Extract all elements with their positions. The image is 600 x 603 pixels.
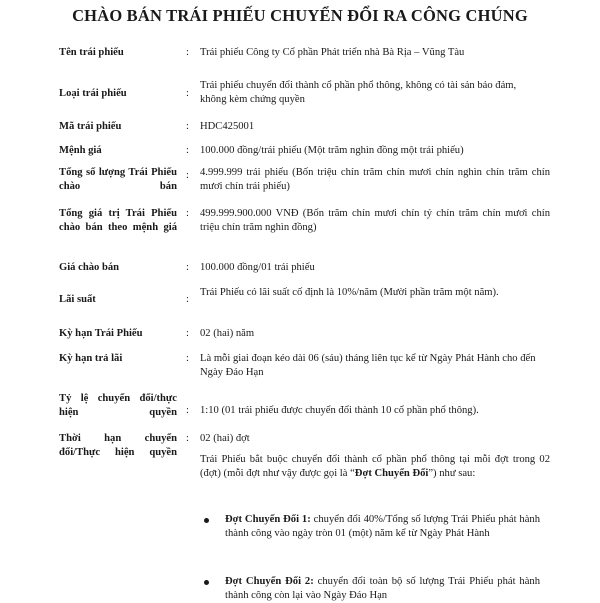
colon: : bbox=[186, 145, 189, 156]
value-interest-rate: Trái Phiếu có lãi suất cố định là 10%/năm (Mười phần trăm một năm). bbox=[200, 287, 499, 298]
value-total-quantity: 4.999.999 trái phiếu (Bốn triệu chín trăm chín mươi chín nghìn chín trăm chín mươi chín trái phiếu) bbox=[200, 167, 550, 192]
colon: : bbox=[186, 405, 189, 416]
colon: : bbox=[186, 208, 189, 219]
label-interest-period: Kỳ hạn trả lãi bbox=[59, 353, 123, 364]
value-par-value: 100.000 đồng/trái phiếu (Một trăm nghìn đồng một trái phiếu) bbox=[200, 145, 464, 156]
value-bond-code: HDC425001 bbox=[200, 121, 255, 132]
value-interest-period: Là mỗi giai đoạn kéo dài 06 (sáu) tháng liên tục kể từ Ngày Phát Hành cho đến Ngày Đáo Hạn bbox=[200, 353, 536, 378]
colon: : bbox=[186, 328, 189, 339]
colon: : bbox=[186, 262, 189, 273]
label-offer-price: Giá chào bán bbox=[59, 262, 120, 273]
conversion-item-term: Đợt Chuyển Đổi 2: bbox=[225, 576, 314, 587]
conversion-intro-text: Trái Phiếu bắt buộc chuyển đổi thành cổ phần phổ thông tại mỗi đợt trong 02 (đợt) (mỗi đợt như vậy được gọi là “ bbox=[200, 454, 550, 479]
label-bond-type: Loại trái phiếu bbox=[59, 88, 127, 99]
label-total-quantity: Tổng số lượng Trái Phiếu chào bán bbox=[59, 167, 177, 192]
colon: : bbox=[186, 170, 189, 181]
conversion-intro bbox=[200, 453, 550, 481]
conversion-item-term: Đợt Chuyển Đổi 1: bbox=[225, 514, 311, 525]
label-conversion-period: Thời hạn chuyển đổi/Thực hiện quyền bbox=[59, 433, 177, 458]
conversion-item-text bbox=[225, 575, 540, 603]
label-conversion-ratio: Tỷ lệ chuyển đổi/thực hiện quyền bbox=[59, 393, 177, 418]
bullet-icon bbox=[204, 580, 209, 585]
conversion-intro-tail: ”) như sau: bbox=[428, 468, 476, 479]
colon: : bbox=[186, 433, 189, 444]
colon: : bbox=[186, 353, 189, 364]
colon: : bbox=[186, 47, 189, 58]
label-bond-term: Kỳ hạn Trái Phiếu bbox=[59, 328, 143, 339]
page-title: CHÀO BÁN TRÁI PHIẾU CHUYỂN ĐỔI RA CÔNG CHÚNG bbox=[72, 6, 528, 25]
value-conversion-ratio: 1:10 (01 trái phiếu được chuyển đổi thành 10 cổ phần phổ thông). bbox=[200, 405, 479, 416]
label-bond-code: Mã trái phiếu bbox=[59, 121, 122, 132]
conversion-item-text bbox=[225, 513, 540, 541]
value-bond-term: 02 (hai) năm bbox=[200, 328, 255, 339]
label-interest-rate: Lãi suất bbox=[59, 294, 96, 305]
label-par-value: Mệnh giá bbox=[59, 145, 102, 156]
bullet-icon bbox=[204, 518, 209, 523]
value-bond-name: Trái phiếu Công ty Cổ phần Phát triển nhà Bà Rịa – Vũng Tàu bbox=[200, 47, 465, 58]
label-bond-name: Tên trái phiếu bbox=[59, 47, 124, 58]
value-conversion-period: 02 (hai) đợt bbox=[200, 433, 250, 444]
label-total-value: Tổng giá trị Trái Phiếu chào bán theo mệnh giá bbox=[59, 208, 177, 233]
colon: : bbox=[186, 294, 189, 305]
colon: : bbox=[186, 88, 189, 99]
conversion-intro-term: Đợt Chuyển Đổi bbox=[354, 468, 429, 479]
colon: : bbox=[186, 121, 189, 132]
conversion-item-desc: chuyển đổi 40%/Tổng số lượng Trái Phiếu phát hành thành công vào ngày tròn 01 (một) năm kể từ Ngày Phát Hành bbox=[225, 514, 541, 539]
value-offer-price: 100.000 đồng/01 trái phiếu bbox=[200, 262, 315, 273]
value-total-value: 499.999.900.000 VNĐ (Bốn trăm chín mươi chín tỷ chín trăm chín mươi chín triệu chín trăm nghìn đồng) bbox=[200, 208, 550, 233]
value-bond-type: Trái phiếu chuyển đổi thành cổ phần phổ thông, không có tài sản bảo đảm, không kèm chứng quyền bbox=[200, 80, 517, 105]
conversion-item-desc: chuyển đổi toàn bộ số lượng Trái Phiếu phát hành thành công còn lại vào Ngày Đáo Hạn bbox=[225, 576, 541, 601]
